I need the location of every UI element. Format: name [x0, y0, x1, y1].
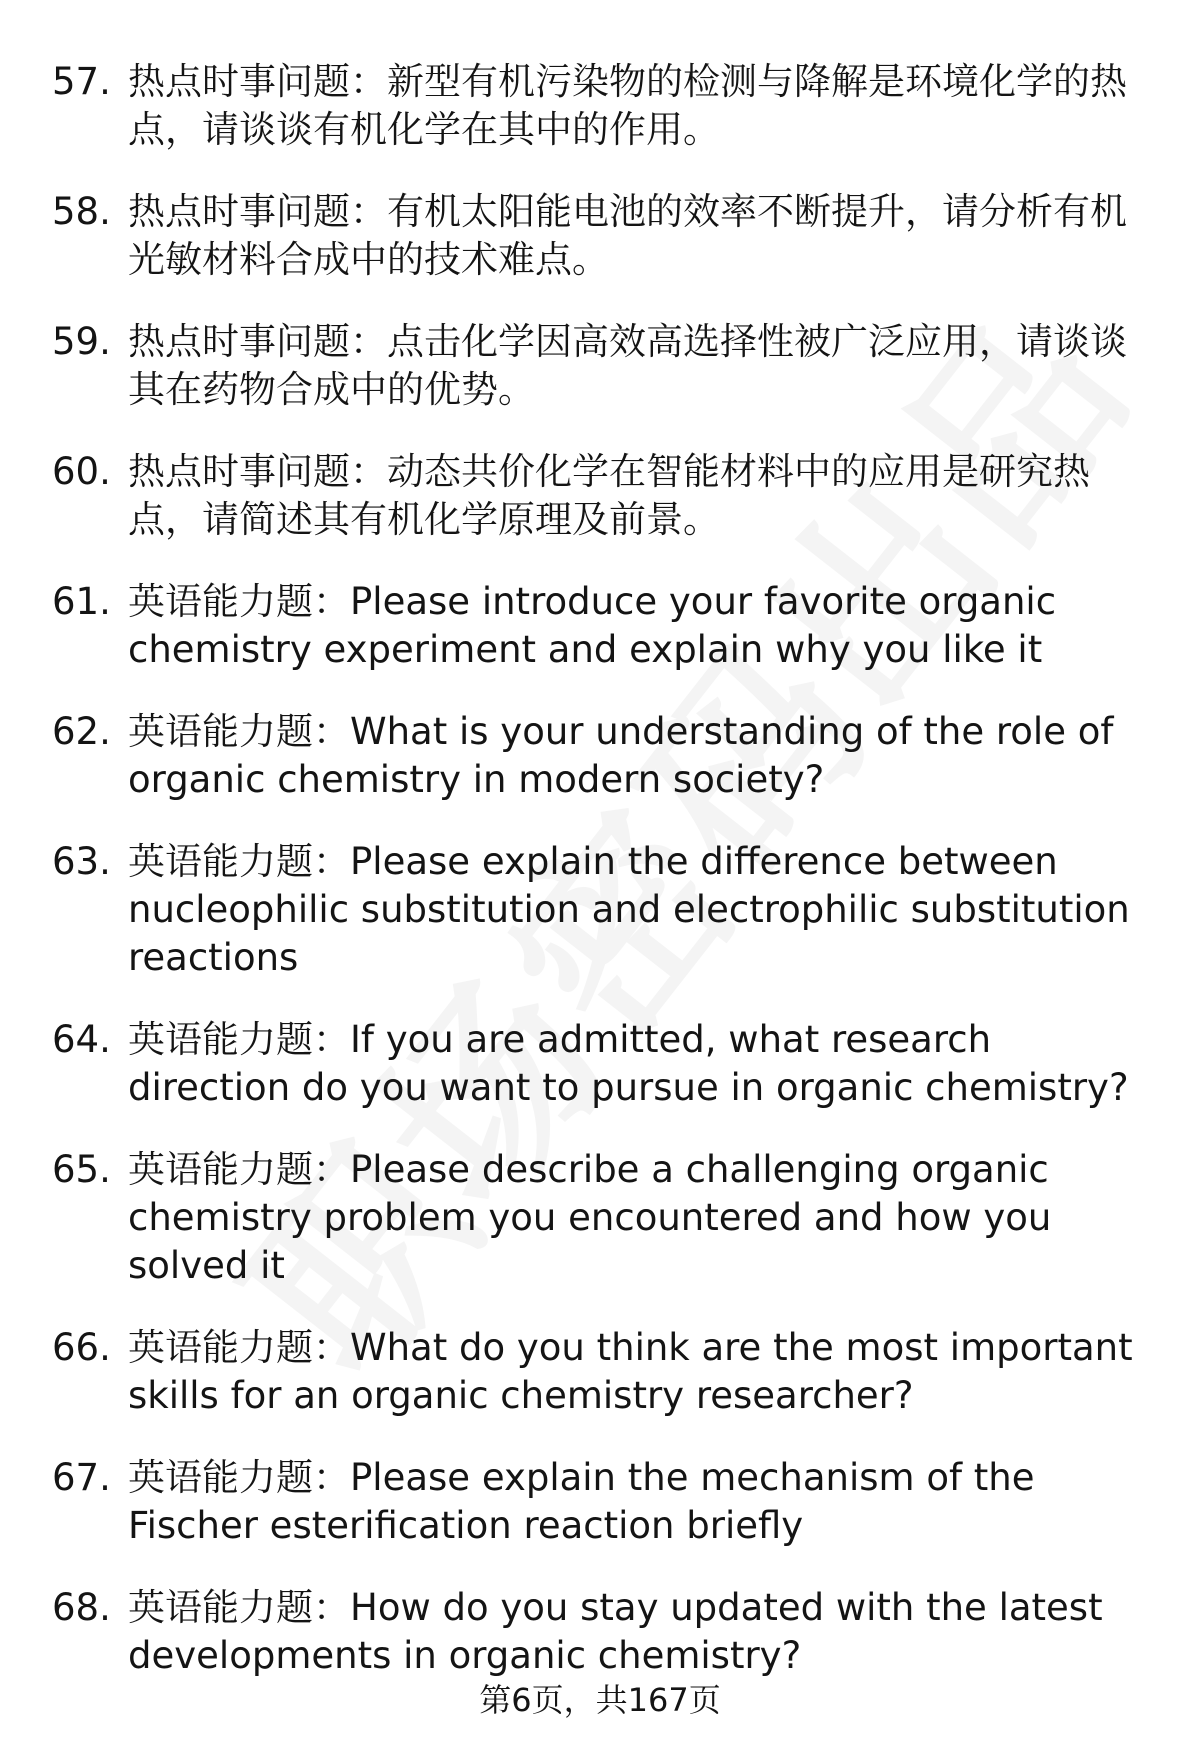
- question-number: 68.: [52, 1586, 111, 1629]
- question-number: 57.: [52, 60, 111, 103]
- question-text: 英语能力题：If you are admitted, what research direction do you want to pursue in organic chemistry?: [128, 1018, 1129, 1109]
- question-number: 64.: [52, 1018, 111, 1061]
- question-number: 61.: [52, 580, 111, 623]
- question-text: 英语能力题：Please introduce your favorite organic chemistry experiment and explain why you like it: [128, 580, 1057, 671]
- list-item: [52, 58, 1162, 154]
- question-text: 英语能力题：Please explain the difference between nucleophilic substitution and electrophilic substitution reactions: [128, 840, 1130, 979]
- list-item: [52, 838, 1162, 982]
- question-text: 英语能力题：How do you stay updated with the latest developments in organic chemistry?: [128, 1586, 1103, 1677]
- page-number: 第6页，共167页: [479, 1681, 721, 1719]
- question-text: 热点时事问题：新型有机污染物的检测与降解是环境化学的热点，请谈谈有机化学在其中的作用。: [128, 60, 1127, 151]
- question-number: 60.: [52, 450, 111, 493]
- question-text: 热点时事问题：点击化学因高效高选择性被广泛应用，请谈谈其在药物合成中的优势。: [128, 320, 1127, 411]
- question-number: 67.: [52, 1456, 111, 1499]
- question-number: 66.: [52, 1326, 111, 1369]
- list-item: [52, 1584, 1162, 1680]
- list-item: [52, 1146, 1162, 1290]
- question-list: [52, 58, 1162, 1680]
- question-text: 英语能力题：What is your understanding of the role of organic chemistry in modern society?: [128, 710, 1114, 801]
- question-number: 63.: [52, 840, 111, 883]
- question-text: 英语能力题：Please explain the mechanism of the Fischer esterification reaction briefly: [128, 1456, 1035, 1547]
- page-footer: [0, 1680, 1200, 1720]
- list-item: [52, 448, 1162, 544]
- list-item: [52, 188, 1162, 284]
- question-text: 热点时事问题：动态共价化学在智能材料中的应用是研究热点，请简述其有机化学原理及前景。: [128, 450, 1090, 541]
- list-item: [52, 1016, 1162, 1112]
- question-number: 62.: [52, 710, 111, 753]
- question-number: 65.: [52, 1148, 111, 1191]
- list-item: [52, 578, 1162, 674]
- question-text: 英语能力题：Please describe a challenging organic chemistry problem you encountered and how you solved it: [128, 1148, 1052, 1287]
- question-number: 59.: [52, 320, 111, 363]
- list-item: [52, 1454, 1162, 1550]
- list-item: [52, 318, 1162, 414]
- question-text: 热点时事问题：有机太阳能电池的效率不断提升，请分析有机光敏材料合成中的技术难点。: [128, 190, 1127, 281]
- question-text: 英语能力题：What do you think are the most important skills for an organic chemistry researcher?: [128, 1326, 1133, 1417]
- list-item: [52, 708, 1162, 804]
- list-item: [52, 1324, 1162, 1420]
- question-number: 58.: [52, 190, 111, 233]
